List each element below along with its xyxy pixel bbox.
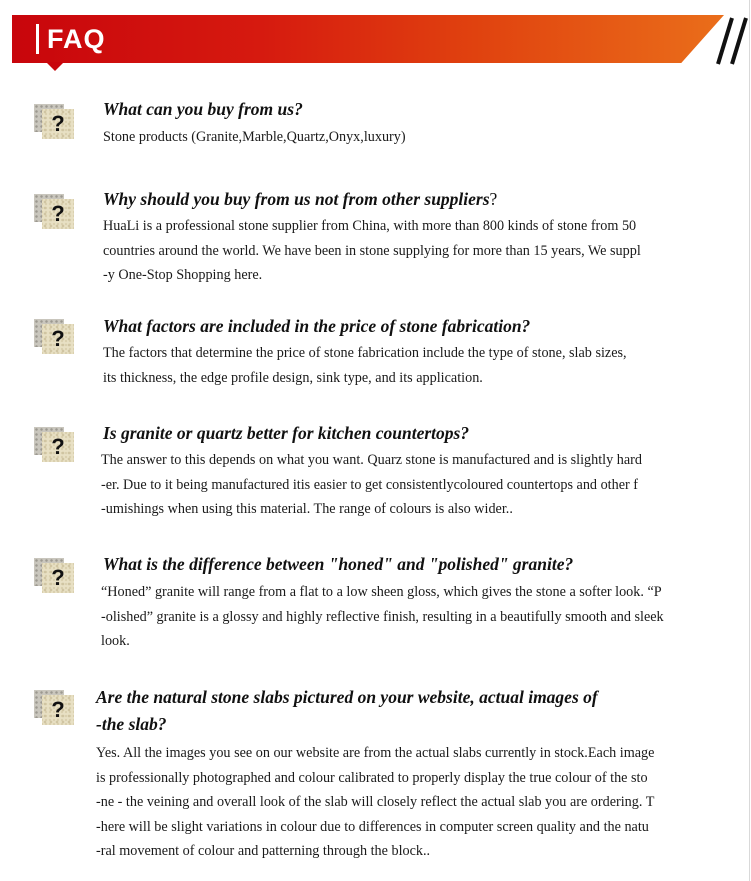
faq-header-banner: [12, 15, 742, 71]
title-bar-icon: [36, 24, 39, 54]
question-mark-stone-icon: ?: [34, 104, 74, 138]
page-border: [749, 0, 750, 881]
faq-answer: Stone products (Granite,Marble,Quartz,Onyx,luxury): [103, 129, 406, 145]
faq-question: What is the difference between "honed" and "polished" granite?: [103, 554, 574, 574]
faq-answer: “Honed” granite will range from a flat to a low sheen gloss, which gives the stone a softer look. “P -olished” granite is a glossy and highly reflective finish, resulting in a beautifully smooth and sleek look.: [101, 584, 664, 650]
question-mark-stone-icon: ?: [34, 194, 74, 228]
question-mark-stone-icon: ?: [34, 558, 74, 592]
banner-bar: [12, 15, 724, 63]
question-mark-stone-icon: ?: [34, 690, 74, 724]
faq-answer: The factors that determine the price of stone fabrication include the type of stone, slab sizes, its thickness, the edge profile design, sink type, and its application.: [103, 345, 627, 386]
question-mark-stone-icon: ?: [34, 427, 74, 461]
double-slash-icon: [702, 16, 751, 66]
faq-answer: Yes. All the images you see on our website are from the actual slabs currently in stock.Each image is professionally photographed and colour calibrated to properly display the true colour of the sto -ne - the veining and overall look of the slab will closely reflect the actual slab you are ordering. T -here will be slight variations in colour due to differences in computer screen quality and the natu -ral movement of colour and patterning through the block..: [96, 745, 655, 860]
question-mark-stone-icon: ?: [34, 319, 74, 353]
faq-question: What can you buy from us?: [103, 99, 303, 119]
page-title: [36, 21, 106, 57]
faq-question: Are the natural stone slabs pictured on your website, actual images of -the slab?: [96, 687, 598, 734]
banner-notch: [46, 62, 64, 71]
page-title-text: FAQ: [47, 23, 106, 54]
faq-answer: The answer to this depends on what you want. Quarz stone is manufactured and is slightly hard -er. Due to it being manufactured itis easier to get consistentlycoloured countertops and other f -umishings when using this material. The range of colours is also wider..: [101, 452, 642, 518]
faq-question: Is granite or quartz better for kitchen countertops?: [103, 423, 470, 443]
faq-answer: HuaLi is a professional stone supplier from China, with more than 800 kinds of stone from 50 countries around the world. We have been in stone supplying for more than 15 years, We suppl -y One-Stop Shopping here.: [103, 218, 641, 284]
faq-question: What factors are included in the price of stone fabrication?: [103, 316, 531, 336]
faq-question: Why should you buy from us not from other suppliers?: [103, 189, 498, 209]
